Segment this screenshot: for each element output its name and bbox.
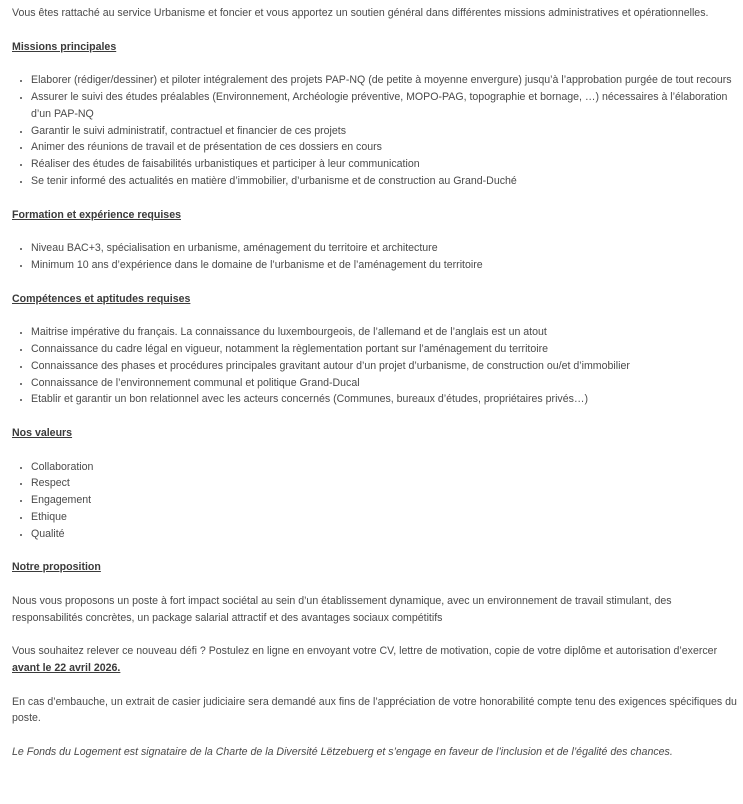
list-item: • Connaissance de l’environnement communal et politique Grand-Ducal — [31, 375, 737, 392]
list-item: • Réaliser des études de faisabilités urbanistiques et participer à leur communication — [31, 156, 737, 173]
section-heading-valeurs: Nos valeurs — [12, 426, 73, 439]
apply-text: Vous souhaitez relever ce nouveau défi ? Postulez en ligne en envoyant votre CV, lettre de motivation, copie de votre diplôme et autorisation d’exercer — [12, 645, 718, 658]
list-item: • Collaboration — [31, 459, 737, 476]
list-item: • Minimum 10 ans d’expérience dans le domaine de l’urbanisme et de l’aménagement du territoire — [31, 257, 737, 274]
list-item: • Connaissance des phases et procédures principales gravitant autour d’un projet d’urbanisme, de construction ou/et d’immobilier — [31, 358, 737, 375]
competences-list — [12, 324, 737, 408]
list-item: • Respect — [31, 475, 737, 492]
missions-list — [12, 72, 737, 190]
list-item: • Niveau BAC+3, spécialisation en urbanisme, aménagement du territoire et architecture — [31, 240, 737, 257]
list-item: • Connaissance du cadre légal en vigueur, notamment la règlementation portant sur l’aménagement du territoire — [31, 341, 737, 358]
list-item: • Maitrise impérative du français. La connaissance du luxembourgeois, de l’allemand et de l’anglais est un atout — [31, 324, 737, 341]
background-check-paragraph: En cas d’embauche, un extrait de casier judiciaire sera demandé aux fins de l’appréciation de votre honorabilité compte tenu des exigences spécifiques du poste. — [12, 695, 737, 725]
diversity-statement: Le Fonds du Logement est signataire de la Charte de la Diversité Lëtzebuerg et s’engage en faveur de l’inclusion et de l’égalité des chances. — [12, 746, 673, 759]
apply-paragraph — [12, 643, 737, 677]
section-heading-proposition: Notre proposition — [12, 561, 101, 574]
section-heading-formation: Formation et expérience requises — [12, 208, 181, 221]
list-item: • Assurer le suivi des études préalables (Environnement, Archéologie préventive, MOPO-PAG, topographie et bornage, …) nécessaires à l’élaboration d’un PAP-NQ — [31, 89, 737, 123]
list-item: • Ethique — [31, 509, 737, 526]
intro-paragraph: Vous êtes rattaché au service Urbanisme et foncier et vous apportez un soutien général dans différentes missions administratives et opérationnelles. — [12, 7, 709, 19]
list-item: • Garantir le suivi administratif, contractuel et financier de ces projets — [31, 123, 737, 140]
list-item: • Engagement — [31, 492, 737, 509]
list-item: • Animer des réunions de travail et de présentation de ces dossiers en cours — [31, 139, 737, 156]
application-deadline: avant le 22 avril 2026. — [12, 662, 121, 675]
proposition-paragraph: Nous vous proposons un poste à fort impact sociétal au sein d’un établissement dynamique, avec un environnement de travail stimulant, des responsabilités concrètes, un package salarial attractif et des avantages sociaux compétitifs — [12, 594, 672, 624]
list-item: • Etablir et garantir un bon relationnel avec les acteurs concernés (Communes, bureaux d’études, propriétaires privés…) — [31, 391, 737, 408]
list-item: • Elaborer (rédiger/dessiner) et piloter intégralement des projets PAP-NQ (de petite à moyenne envergure) jusqu’à l’approbation purgée de tout recours — [31, 72, 737, 89]
section-heading-missions: Missions principales — [12, 40, 117, 53]
list-item: • Se tenir informé des actualités en matière d’immobilier, d’urbanisme et de construction au Grand-Duché — [31, 173, 737, 190]
list-item: • Qualité — [31, 526, 737, 543]
formation-list — [12, 240, 737, 274]
valeurs-list — [12, 459, 737, 543]
section-heading-competences: Compétences et aptitudes requises — [12, 292, 191, 305]
